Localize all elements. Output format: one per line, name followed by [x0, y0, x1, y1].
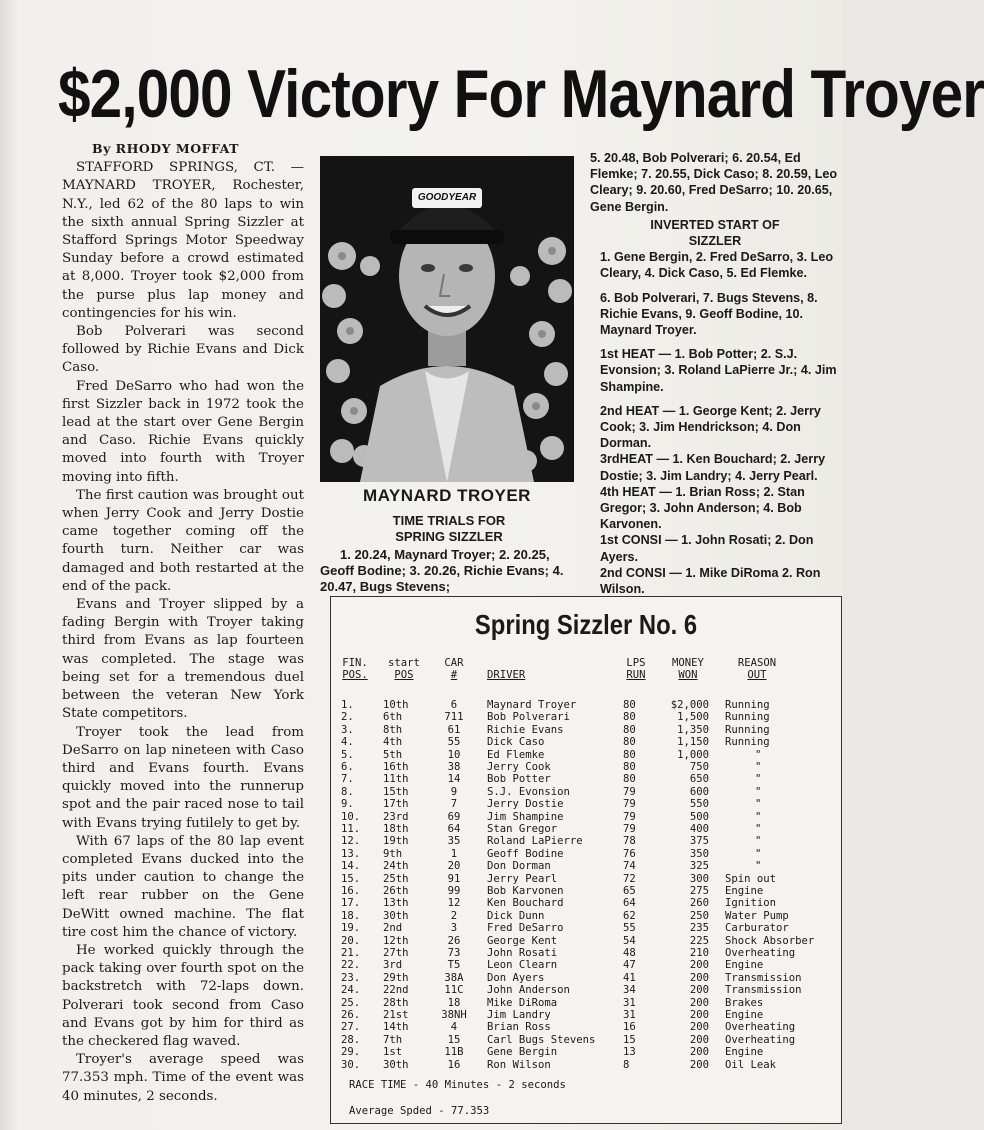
cell-driver: Stan Gregor — [487, 823, 558, 835]
cell-reason-out: Oil Leak — [725, 1058, 777, 1071]
cell-money-won: 200 — [689, 1009, 709, 1021]
cell-fin-pos: 4. — [341, 736, 354, 749]
cell-driver: Richie Evans — [487, 723, 564, 736]
cell-start-pos: 19th — [383, 835, 409, 848]
cell-car-number: 1 — [450, 847, 458, 860]
header-driver — [487, 669, 547, 681]
header-laps-run — [619, 657, 653, 682]
cell-start-pos: 27th — [383, 947, 409, 959]
cell-car-number: 11B — [444, 1046, 464, 1059]
cell-money-won: 200 — [689, 1058, 709, 1071]
cell-reason-out: Engine — [725, 959, 764, 972]
table-row — [331, 1059, 841, 1071]
cell-money-won: 300 — [689, 872, 709, 885]
race-time: RACE TIME - 40 Minutes - 2 seconds — [349, 1079, 566, 1091]
cell-reason-out: Overheating — [725, 1021, 796, 1034]
cell-driver: Roland LaPierre — [487, 835, 583, 848]
cell-fin-pos: 6. — [341, 761, 354, 773]
cell-fin-pos: 8. — [341, 785, 354, 798]
average-speed: Average Spded - 77.353 — [349, 1105, 490, 1117]
heat-result: 4th HEAT — 1. Brian Ross; 2. Stan Gregor; 3. John Anderson; 4. Bob Karvonen. — [600, 484, 805, 532]
cell-money-won: 325 — [689, 860, 709, 873]
cell-reason-out: Engine — [725, 1046, 764, 1059]
cell-money-won: 375 — [689, 835, 709, 848]
cell-laps-run: 72 — [623, 872, 636, 885]
table-row — [331, 749, 841, 761]
table-row — [331, 761, 841, 773]
cell-reason-out: Running — [725, 699, 770, 711]
cell-laps-run: 65 — [623, 885, 636, 897]
header-money-won — [665, 657, 711, 682]
article-paragraph: With 67 laps of the 80 lap event completed Evans ducked into the pits under caution to change the left rear rubber on the Gene DeWitt owned machine. The flat tire cost him the chance of victory. — [62, 833, 304, 940]
results-title: Spring Sizzler No. 6 — [474, 609, 698, 640]
headline: $2,000 Victory For Maynard Troyer — [58, 56, 984, 132]
results-box — [330, 596, 842, 1124]
byline: By RHODY MOFFAT — [92, 141, 239, 156]
table-row — [331, 773, 841, 785]
cell-fin-pos: 15. — [341, 872, 361, 885]
cell-laps-run: 79 — [623, 785, 636, 798]
cell-reason-out: Engine — [725, 1009, 764, 1021]
table-row — [331, 935, 841, 947]
cell-start-pos: 30th — [383, 1058, 409, 1071]
cell-fin-pos: 1. — [341, 699, 354, 711]
cell-start-pos: 21st — [383, 1009, 409, 1021]
cell-laps-run: 48 — [623, 947, 636, 959]
cell-fin-pos: 25. — [341, 996, 361, 1009]
cell-car-number: 64 — [447, 823, 461, 835]
cell-money-won: 210 — [689, 947, 709, 959]
cell-driver: Jim Shampine — [487, 810, 564, 823]
cell-start-pos: 13th — [383, 897, 409, 910]
article-paragraph: Troyer took the lead from DeSarro on lap nineteen with Caso third and Evans fourth. Evans quickly moved into the runnerup spot and the pair raced nose to tail with Evans trying futilely to get by. — [62, 724, 304, 831]
header-label: LPS — [626, 657, 646, 669]
cell-laps-run: 55 — [623, 922, 636, 935]
header-label: start — [388, 657, 420, 669]
cell-driver: Carl Bugs Stevens — [487, 1033, 596, 1046]
consi-result: 1st CONSI — 1. John Rosati; 2. Don Ayers. — [600, 533, 814, 564]
cell-start-pos: 25th — [383, 872, 409, 885]
cell-laps-run: 54 — [623, 934, 636, 947]
cell-start-pos: 9th — [383, 847, 403, 860]
cell-car-number: 73 — [447, 947, 461, 959]
header-label: POS. — [342, 669, 368, 682]
cell-driver: Leon Clearn — [487, 959, 558, 972]
table-row — [331, 1034, 841, 1046]
table-row — [331, 1009, 841, 1021]
cell-money-won: 200 — [689, 1033, 709, 1046]
cell-driver: S.J. Evonsion — [487, 785, 570, 798]
table-row — [331, 910, 841, 922]
cell-fin-pos: 24. — [341, 984, 361, 997]
table-row — [331, 848, 841, 860]
cell-car-number: 38NH — [441, 1009, 467, 1021]
cell-fin-pos: 30. — [341, 1058, 361, 1071]
cell-reason-out: Running — [725, 723, 770, 736]
cell-money-won: 1,500 — [677, 711, 709, 724]
table-row — [331, 835, 841, 847]
cell-laps-run: 80 — [623, 711, 636, 724]
header-label: MONEY — [672, 657, 704, 669]
cell-start-pos: 7th — [383, 1033, 403, 1046]
cell-start-pos: 15th — [383, 785, 409, 798]
cell-reason-out: Water Pump — [725, 909, 789, 922]
cell-laps-run: 78 — [623, 835, 636, 848]
cell-laps-run: 31 — [623, 1009, 636, 1021]
cell-car-number: 3 — [450, 922, 458, 935]
cell-money-won: 350 — [689, 847, 709, 860]
cell-reason-out: " — [755, 847, 762, 860]
cell-reason-out: Brakes — [725, 996, 764, 1009]
cell-start-pos: 11th — [383, 773, 409, 786]
cell-start-pos: 17th — [383, 798, 409, 811]
cell-start-pos: 22nd — [383, 984, 409, 997]
cell-driver: Jerry Pearl — [487, 872, 558, 885]
cell-reason-out: Transmission — [725, 984, 802, 997]
cell-fin-pos: 26. — [341, 1009, 361, 1021]
time-trials-heading: TIME TRIALS FOR SPRING SIZZLER — [392, 513, 506, 544]
cell-start-pos: 6th — [383, 711, 403, 724]
article-paragraph: STAFFORD SPRINGS, CT. — MAYNARD TROYER, Rochester, N.Y., led 62 of the 80 laps to win the sixth annual Spring Sizzler at Stafford Springs Motor Speedway Sunday before a crowd estimated at 8,000. Troyer took $2,000 from the purse plus lap money and contingencies for his win. — [62, 160, 304, 321]
cell-laps-run: 80 — [623, 748, 636, 761]
cell-car-number: 6 — [450, 699, 458, 711]
table-row — [331, 984, 841, 996]
cell-start-pos: 16th — [383, 761, 409, 773]
cell-car-number: 10 — [447, 748, 461, 761]
table-row — [331, 823, 841, 835]
cell-driver: Jerry Cook — [487, 761, 551, 773]
header-label: OUT — [747, 669, 767, 682]
header-label: FIN. — [342, 657, 368, 669]
cell-money-won: 750 — [689, 761, 709, 773]
cell-driver: Bob Potter — [487, 773, 551, 786]
cell-money-won: 200 — [689, 996, 709, 1009]
table-row — [331, 922, 841, 934]
cell-laps-run: 8 — [623, 1058, 630, 1071]
article-paragraph: He worked quickly through the pack taking over fourth spot on the backstretch with 72-laps down. Polverari took second from Caso and Evans got by him for third as the checkered flag waved. — [62, 942, 304, 1049]
cell-money-won: 200 — [689, 1021, 709, 1034]
cell-driver: Ken Bouchard — [487, 897, 564, 910]
cell-start-pos: 30th — [383, 909, 409, 922]
cell-laps-run: 79 — [623, 798, 636, 811]
cell-reason-out: " — [755, 785, 762, 798]
cell-reason-out: " — [755, 835, 762, 848]
consi-result: 2nd CONSI — 1. Mike DiRoma 2. Ron Wilson. — [600, 565, 821, 597]
cell-car-number: 11C — [444, 984, 464, 997]
cell-car-number: 61 — [447, 723, 461, 736]
cell-reason-out: Spin out — [725, 872, 777, 885]
cell-fin-pos: 20. — [341, 934, 361, 947]
table-row — [331, 724, 841, 736]
header-label: WON — [678, 669, 698, 682]
header-label: POS — [394, 669, 414, 682]
header-car-number — [437, 657, 471, 682]
cell-driver: George Kent — [487, 934, 558, 947]
cell-start-pos: 24th — [383, 860, 409, 873]
header-start-pos — [381, 657, 427, 682]
table-row — [331, 959, 841, 971]
table-row — [331, 1021, 841, 1033]
cell-reason-out: Overheating — [725, 947, 796, 959]
inverted-start-heading: INVERTED START OF SIZZLER — [650, 217, 780, 249]
header-fin-pos — [339, 657, 371, 682]
cell-money-won: 500 — [689, 810, 709, 823]
cell-money-won: 235 — [689, 922, 709, 935]
cell-car-number: 4 — [450, 1021, 458, 1034]
table-row — [331, 997, 841, 1009]
cell-fin-pos: 12. — [341, 835, 361, 848]
cell-car-number: 20 — [447, 860, 461, 873]
heat-result: 1st HEAT — 1. Bob Potter; 2. S.J. Evonsion; 3. Roland LaPierre Jr.; 4. Jim Shampine. — [600, 347, 837, 394]
cell-laps-run: 47 — [623, 959, 636, 972]
table-row — [331, 860, 841, 872]
cap-logo-text: GOODYEAR — [417, 192, 477, 203]
driver-photo — [320, 156, 574, 482]
cell-reason-out: " — [755, 773, 762, 786]
cell-money-won: 225 — [689, 934, 709, 947]
table-row — [331, 786, 841, 798]
cell-car-number: 15 — [447, 1033, 461, 1046]
cell-reason-out: Transmission — [725, 971, 802, 984]
article-paragraph: The first caution was brought out when Jerry Cook and Jerry Dostie came together coming off the fourth turn. Neither car was damaged and both restarted at the end of the pack. — [62, 487, 304, 594]
cell-car-number: 12 — [447, 897, 461, 910]
cell-laps-run: 16 — [623, 1021, 636, 1034]
cell-laps-run: 13 — [623, 1046, 636, 1059]
article-paragraph: Bob Polverari was second followed by Richie Evans and Dick Caso. — [62, 324, 304, 376]
table-row — [331, 1046, 841, 1058]
cell-reason-out: " — [755, 748, 762, 761]
cell-car-number: 69 — [447, 810, 461, 823]
cell-fin-pos: 7. — [341, 773, 354, 786]
cell-laps-run: 80 — [623, 723, 636, 736]
article-column — [62, 140, 304, 1106]
cell-laps-run: 64 — [623, 897, 636, 910]
cell-laps-run: 31 — [623, 996, 636, 1009]
cell-driver: Dick Dunn — [487, 909, 545, 922]
cell-laps-run: 80 — [623, 736, 636, 749]
cell-car-number: 26 — [447, 934, 461, 947]
cell-start-pos: 1st — [383, 1046, 403, 1059]
cell-fin-pos: 10. — [341, 810, 361, 823]
cell-fin-pos: 9. — [341, 798, 354, 811]
cell-money-won: 1,000 — [677, 748, 709, 761]
cell-driver: Bob Polverari — [487, 711, 570, 724]
cell-fin-pos: 23. — [341, 971, 361, 984]
table-row — [331, 798, 841, 810]
cell-reason-out: Carburator — [725, 922, 789, 935]
table-row — [331, 897, 841, 909]
cell-driver: John Anderson — [487, 984, 570, 997]
cell-money-won: 1,150 — [677, 736, 709, 749]
cell-start-pos: 3rd — [383, 959, 403, 972]
cell-reason-out: Running — [725, 736, 770, 749]
cell-fin-pos: 22. — [341, 959, 361, 972]
heat-result: 2nd HEAT — 1. George Kent; 2. Jerry Cook; 3. Jim Hendrickson; 4. Don Dorman. — [600, 403, 821, 451]
cell-laps-run: 79 — [623, 823, 636, 835]
cell-driver: Geoff Bodine — [487, 847, 564, 860]
time-trials-text: 1. 20.24, Maynard Troyer; 2. 20.25, Geoff Bodine; 3. 20.26, Richie Evans; 4. 20.47, Bugs Stevens; — [320, 547, 564, 594]
cell-reason-out: Overheating — [725, 1033, 796, 1046]
cell-driver: Fred DeSarro — [487, 922, 564, 935]
cell-money-won: 550 — [689, 798, 709, 811]
cell-driver: Maynard Troyer — [487, 699, 577, 711]
cell-car-number: 14 — [447, 773, 461, 786]
cell-fin-pos: 11. — [341, 823, 361, 835]
cell-driver: Mike DiRoma — [487, 996, 558, 1009]
time-trials-section — [320, 513, 578, 595]
cell-driver: Don Ayers — [487, 971, 545, 984]
inverted-start-list: 1. Gene Bergin, 2. Fred DeSarro, 3. Leo Cleary, 4. Dick Caso, 5. Ed Flemke. — [600, 250, 834, 281]
cell-car-number: 18 — [447, 996, 461, 1009]
cell-laps-run: 80 — [623, 699, 636, 711]
cell-start-pos: 8th — [383, 723, 403, 736]
cell-money-won: 250 — [689, 909, 709, 922]
cell-start-pos: 14th — [383, 1021, 409, 1034]
cell-reason-out: Shock Absorber — [725, 934, 815, 947]
cell-fin-pos: 19. — [341, 922, 361, 935]
cell-reason-out: Engine — [725, 885, 764, 897]
cell-money-won: 1,350 — [677, 723, 709, 736]
cell-reason-out: " — [755, 860, 762, 873]
cell-fin-pos: 13. — [341, 847, 361, 860]
cell-money-won: 650 — [689, 773, 709, 786]
cell-laps-run: 15 — [623, 1033, 636, 1046]
table-row — [331, 736, 841, 748]
cell-fin-pos: 28. — [341, 1033, 361, 1046]
cell-laps-run: 80 — [623, 761, 636, 773]
cell-driver: Dick Caso — [487, 736, 545, 749]
cell-fin-pos: 2. — [341, 711, 354, 724]
cell-car-number: 38A — [444, 971, 464, 984]
cell-reason-out: Running — [725, 711, 770, 724]
cell-car-number: 55 — [447, 736, 461, 749]
cell-money-won: 200 — [689, 971, 709, 984]
cell-driver: Ron Wilson — [487, 1058, 551, 1071]
cell-driver: Bob Karvonen — [487, 885, 564, 897]
cell-car-number: 99 — [447, 885, 461, 897]
header-reason-out — [729, 657, 785, 682]
cell-start-pos: 28th — [383, 996, 409, 1009]
cell-start-pos: 2nd — [383, 922, 403, 935]
header-label: DRIVER — [487, 669, 526, 681]
cell-money-won: 400 — [689, 823, 709, 835]
cell-start-pos: 10th — [383, 699, 409, 711]
cell-start-pos: 4th — [383, 736, 403, 749]
cell-laps-run: 62 — [623, 909, 636, 922]
cell-reason-out: " — [755, 761, 762, 773]
article-paragraph: Fred DeSarro who had won the first Sizzler back in 1972 took the lead at the start over Gene Bergin and Caso. Richie Evans quickly moved into fourth with Troyer moving into fifth. — [62, 378, 304, 485]
cell-car-number: 9 — [450, 785, 458, 798]
cell-fin-pos: 27. — [341, 1021, 361, 1034]
cell-car-number: 38 — [447, 761, 461, 773]
cell-start-pos: 5th — [383, 748, 403, 761]
table-row — [331, 699, 841, 711]
header-label: CAR — [444, 657, 464, 669]
cell-car-number: 91 — [447, 872, 461, 885]
cell-car-number: 16 — [447, 1058, 461, 1071]
cell-driver: Jerry Dostie — [487, 798, 564, 811]
cell-money-won: $2,000 — [670, 699, 709, 711]
header-label: # — [450, 669, 458, 682]
cell-car-number: 7 — [450, 798, 458, 811]
cell-laps-run: 76 — [623, 847, 636, 860]
time-trials-continued: 5. 20.48, Bob Polverari; 6. 20.54, Ed Flemke; 7. 20.55, Dick Caso; 8. 20.59, Leo Cleary; 9. 20.60, Fred DeSarro; 10. 20.65, Gene Bergin. — [590, 151, 838, 214]
cell-car-number: T5 — [447, 959, 461, 972]
cell-car-number: 35 — [447, 835, 461, 848]
article-paragraph: Evans and Troyer slipped by a fading Bergin with Troyer taking third from Evans as lap fourteen was completed. The stage was being set for a tremendous duel between the veteran New York State competitors. — [62, 597, 304, 722]
cell-laps-run: 79 — [623, 810, 636, 823]
header-label: RUN — [626, 669, 646, 682]
cell-money-won: 200 — [689, 959, 709, 972]
cell-reason-out: " — [755, 798, 762, 811]
cell-driver: Don Dorman — [487, 860, 551, 873]
table-row — [331, 873, 841, 885]
cell-driver: Jim Landry — [487, 1009, 551, 1021]
cell-driver: Ed Flemke — [487, 748, 545, 761]
cell-fin-pos: 16. — [341, 885, 361, 897]
cell-start-pos: 18th — [383, 823, 409, 835]
cell-fin-pos: 3. — [341, 723, 354, 736]
cell-reason-out: " — [755, 810, 762, 823]
cell-driver: Brian Ross — [487, 1021, 551, 1034]
cell-driver: Gene Bergin — [487, 1046, 558, 1059]
cell-laps-run: 41 — [623, 971, 636, 984]
article-paragraph: Troyer's average speed was 77.353 mph. Time of the event was 40 minutes, 2 seconds. — [62, 1052, 304, 1104]
table-row — [331, 972, 841, 984]
header-label: REASON — [737, 657, 777, 669]
table-row — [331, 711, 841, 723]
table-row — [331, 947, 841, 959]
cell-car-number: 711 — [444, 711, 464, 724]
cell-start-pos: 29th — [383, 971, 409, 984]
cell-money-won: 600 — [689, 785, 709, 798]
cell-start-pos: 12th — [383, 934, 409, 947]
cell-money-won: 200 — [689, 1046, 709, 1059]
cell-driver: John Rosati — [487, 947, 558, 959]
results-table — [331, 699, 841, 1079]
cell-laps-run: 80 — [623, 773, 636, 786]
right-column — [590, 150, 840, 597]
cell-laps-run: 74 — [623, 860, 636, 873]
cell-reason-out: Ignition — [725, 897, 777, 910]
cell-fin-pos: 14. — [341, 860, 361, 873]
heat-result: 3rdHEAT — 1. Ken Bouchard; 2. Jerry Dostie; 3. Jim Landry; 4. Jerry Pearl. — [600, 452, 826, 483]
cell-laps-run: 34 — [623, 984, 636, 997]
cell-start-pos: 26th — [383, 885, 409, 897]
cell-reason-out: " — [755, 823, 762, 835]
table-row — [331, 885, 841, 897]
photo-caption: MAYNARD TROYER — [363, 486, 531, 505]
cell-money-won: 260 — [689, 897, 709, 910]
cell-money-won: 275 — [689, 885, 709, 897]
cell-fin-pos: 29. — [341, 1046, 361, 1059]
cell-start-pos: 23rd — [383, 810, 409, 823]
table-row — [331, 811, 841, 823]
cell-car-number: 2 — [450, 909, 458, 922]
cell-money-won: 200 — [689, 984, 709, 997]
cell-fin-pos: 21. — [341, 947, 361, 959]
cell-fin-pos: 17. — [341, 897, 361, 910]
cell-fin-pos: 5. — [341, 748, 354, 761]
cell-fin-pos: 18. — [341, 909, 361, 922]
inverted-start-list: 6. Bob Polverari, 7. Bugs Stevens, 8. Richie Evans, 9. Geoff Bodine, 10. Maynard Troyer. — [600, 290, 818, 338]
